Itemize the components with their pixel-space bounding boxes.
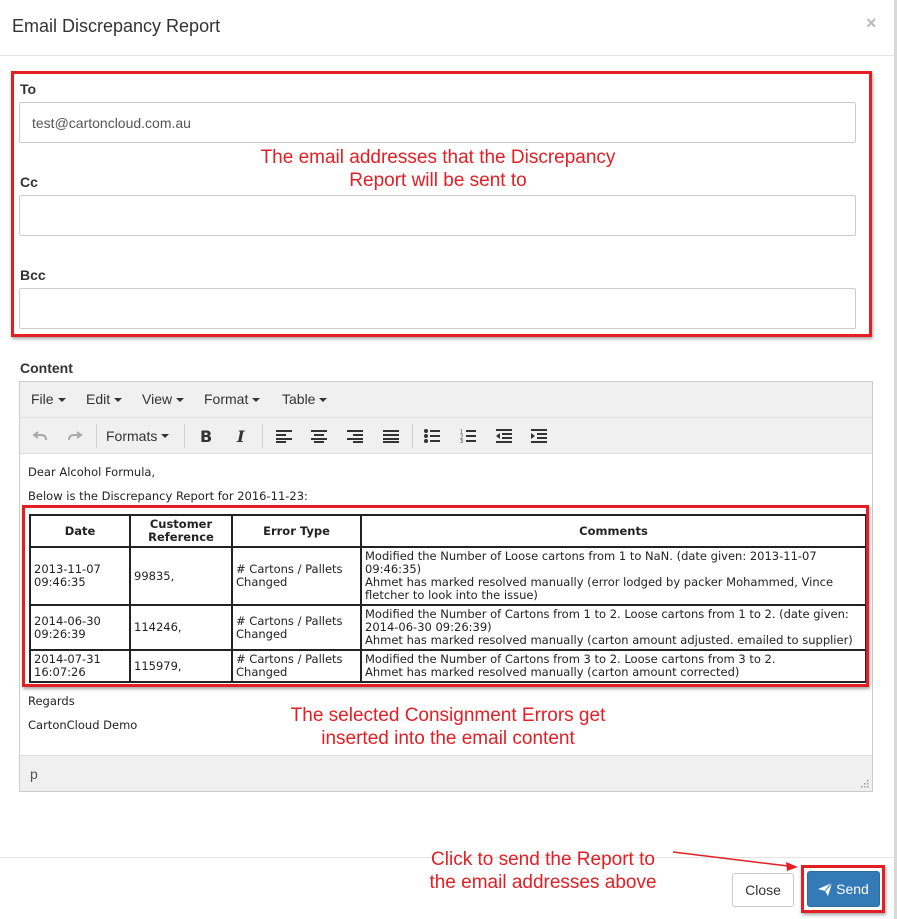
content-label: Content: [20, 360, 73, 376]
modal-title: Email Discrepancy Report: [12, 16, 221, 36]
comment-line: Modified the Number of Cartons from 1 to 2. Loose cartons from 1 to 2. (date given: 2014-06-30 09:26:39): [365, 607, 849, 634]
close-button[interactable]: Close: [732, 873, 794, 907]
table-header-customer-reference: Customer Reference: [130, 515, 232, 547]
table-cell-date: 2013-11-07 09:46:35: [30, 547, 130, 605]
annotation-line: Report will be sent to: [349, 170, 527, 191]
comment-line: Modified the Number of Loose cartons from 1 to NaN. (date given: 2013-11-07 09:46:35): [365, 549, 817, 576]
email-signature: CartonCloud Demo: [28, 718, 138, 732]
svg-text:B: B: [200, 428, 213, 444]
send-highlight-box: [801, 865, 885, 913]
annotation-line: Click to send the Report to: [431, 849, 655, 870]
table-cell-reference: 114246,: [130, 605, 232, 650]
send-label: Send: [836, 881, 869, 897]
menu-label: Format: [204, 391, 249, 407]
email-intro: Below is the Discrepancy Report for 2016-11-23:: [28, 489, 308, 503]
comment-line: Ahmet has marked resolved manually (error lodged by packer Mohammed, Vince fletcher to look into the issue): [365, 575, 834, 602]
menu-label: View: [142, 391, 173, 407]
annotation-line: The selected Consignment Errors get: [290, 705, 606, 726]
annotation-line: inserted into the email content: [321, 728, 575, 749]
email-greeting: Dear Alcohol Formula,: [28, 465, 156, 479]
svg-text:1: 1: [460, 429, 464, 436]
table-cell-date: 2014-07-31 16:07:26: [30, 650, 130, 682]
comment-line: Modified the Number of Cartons from 3 to 2. Loose cartons from 3 to 2.: [365, 652, 776, 666]
element-path: p: [30, 766, 38, 782]
svg-text:3: 3: [460, 439, 464, 443]
menu-label: Table: [282, 391, 316, 407]
table-cell-error-type: # Cartons / Pallets Changed: [232, 650, 361, 682]
svg-text:I: I: [237, 428, 245, 444]
formats-label: Formats: [106, 428, 158, 444]
table-cell-reference: 115979,: [130, 650, 232, 682]
close-icon[interactable]: ×: [866, 13, 877, 33]
table-header-error-type: Error Type: [232, 515, 361, 547]
svg-text:2: 2: [460, 434, 464, 441]
table-cell-reference: 99835,: [130, 547, 232, 605]
email-regards: Regards: [28, 694, 75, 708]
annotation-line: the email addresses above: [429, 872, 657, 893]
menu-label: File: [31, 391, 54, 407]
comment-line: Ahmet has marked resolved manually (carton amount adjusted. emailed to supplier): [365, 633, 853, 647]
to-label: To: [20, 81, 37, 97]
menu-label: Edit: [86, 391, 111, 407]
table-cell-date: 2014-06-30 09:26:39: [30, 605, 130, 650]
table-cell-error-type: # Cartons / Pallets Changed: [232, 547, 361, 605]
table-cell-error-type: # Cartons / Pallets Changed: [232, 605, 361, 650]
comment-line: Ahmet has marked resolved manually (carton amount corrected): [365, 665, 740, 679]
cc-label: Cc: [20, 174, 38, 190]
annotation-line: The email addresses that the Discrepancy: [260, 147, 616, 168]
table-header-date: Date: [30, 515, 130, 547]
bcc-label: Bcc: [20, 267, 46, 283]
table-header-comments: Comments: [361, 515, 866, 547]
